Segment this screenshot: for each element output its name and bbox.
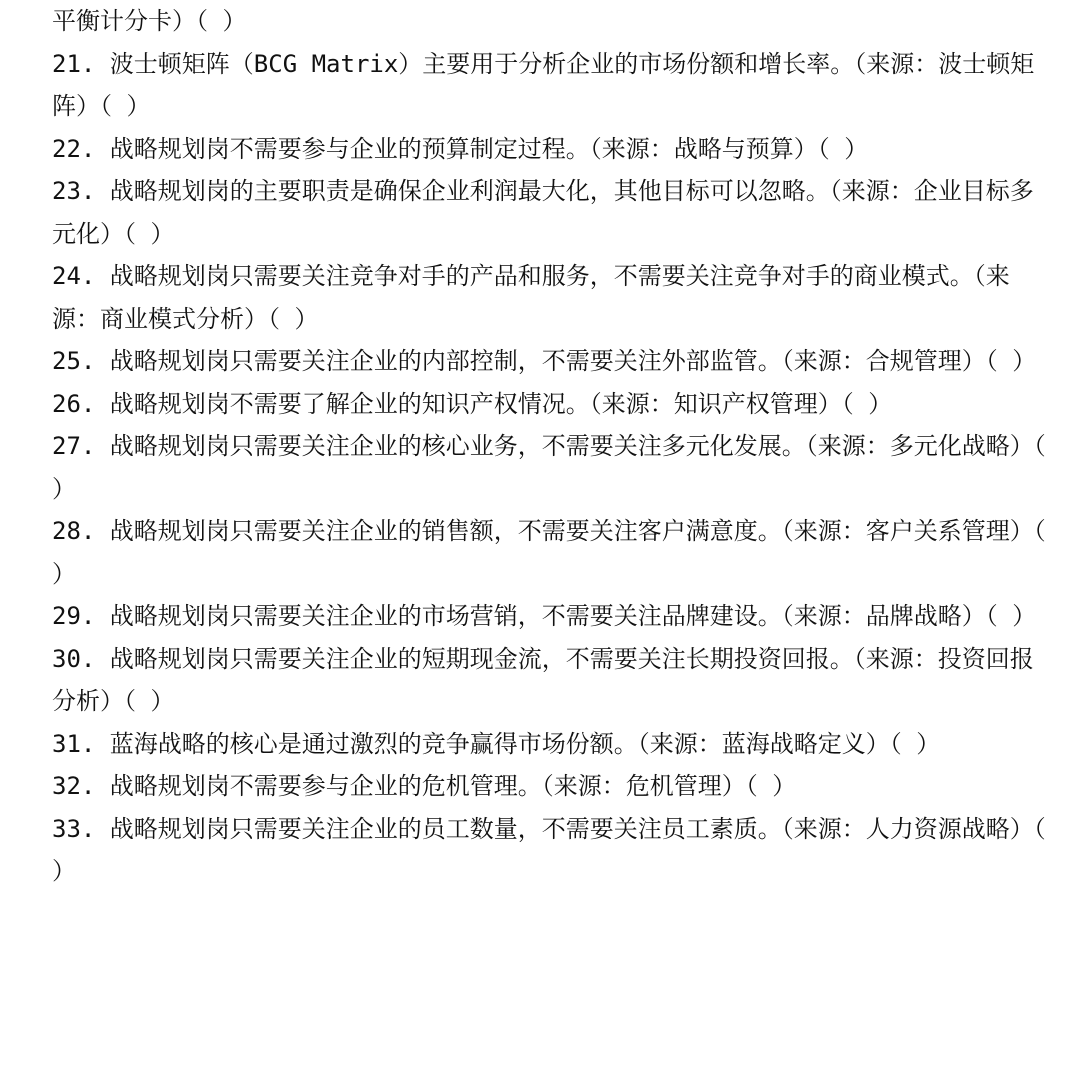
question-25: 25. 战略规划岗只需要关注企业的内部控制，不需要关注外部监管。（来源：合规管理）（ ） xyxy=(52,347,1037,375)
question-23: 23. 战略规划岗的主要职责是确保企业利润最大化，其他目标可以忽略。（来源：企业目标多元化）（ ） xyxy=(52,177,1034,248)
question-continuation: 平衡计分卡）（ ） xyxy=(52,7,247,35)
question-28: 28. 战略规划岗只需要关注企业的销售额，不需要关注客户满意度。（来源：客户关系管理）（ ） xyxy=(52,517,1061,588)
question-30: 30. 战略规划岗只需要关注企业的短期现金流，不需要关注长期投资回报。（来源：投资回报分析）（ ） xyxy=(52,644,1034,715)
question-33: 33. 战略规划岗只需要关注企业的员工数量，不需要关注员工素质。（来源：人力资源战略）（ ） xyxy=(52,814,1061,885)
question-26: 26. 战略规划岗不需要了解企业的知识产权情况。（来源：知识产权管理）（ ） xyxy=(52,389,893,418)
question-21: 21. 波士顿矩阵（BCG Matrix）主要用于分析企业的市场份额和增长率。（来源：波士顿矩阵）（ ） xyxy=(52,49,1035,120)
question-24: 24. 战略规划岗只需要关注竞争对手的产品和服务，不需要关注竞争对手的商业模式。（来源：商业模式分析）（ ） xyxy=(52,262,1010,333)
question-27: 27. 战略规划岗只需要关注企业的核心业务，不需要关注多元化发展。（来源：多元化战略）（ ） xyxy=(52,432,1061,503)
document-page xyxy=(52,0,1061,893)
question-32: 32. 战略规划岗不需要参与企业的危机管理。（来源：危机管理）（ ） xyxy=(52,772,797,800)
question-31: 31. 蓝海战略的核心是通过激烈的竞争赢得市场份额。（来源：蓝海战略定义）（ ） xyxy=(52,729,941,758)
question-22: 22. 战略规划岗不需要参与企业的预算制定过程。（来源：战略与预算）（ ） xyxy=(52,134,869,163)
question-29: 29. 战略规划岗只需要关注企业的市场营销，不需要关注品牌建设。（来源：品牌战略）（ ） xyxy=(52,602,1037,630)
